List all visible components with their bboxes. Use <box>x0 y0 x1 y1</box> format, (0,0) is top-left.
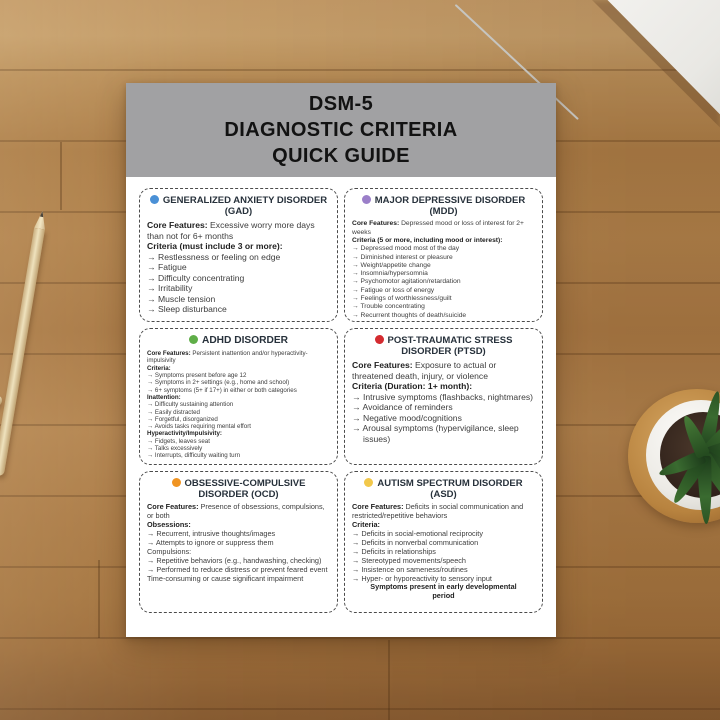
card-line: → Recurrent, intrusive thoughts/images <box>147 529 276 539</box>
card-title-row <box>147 478 330 500</box>
card-line: Compulsions: <box>147 546 192 556</box>
arrow-icon: → <box>147 452 155 460</box>
card-line: → Easily distracted <box>147 408 200 416</box>
disorder-dot-icon <box>362 195 371 204</box>
card-ptsd <box>344 328 543 465</box>
card-title: ADHD DISORDER <box>201 335 289 346</box>
page-title-line: QUICK GUIDE <box>272 145 410 167</box>
card-line: Core Features: Deficits in social communication and restricted/repetitive behaviors <box>352 502 524 521</box>
card-line: → Restlessness or feeling on edge <box>147 251 281 262</box>
card-line: → Deficits in social-emotional reciprocity <box>352 529 483 539</box>
pencil-tip <box>34 210 48 230</box>
card-line: Core Features: Depressed mood or loss of interest for 2+ weeks <box>352 220 524 236</box>
arrow-icon: → <box>147 401 155 409</box>
card-body <box>147 503 330 583</box>
card-title-row <box>352 195 535 217</box>
arrow-icon: → <box>352 391 363 402</box>
arrow-icon: → <box>352 270 361 278</box>
paper-sheet <box>126 83 556 637</box>
line-label: Core Features: <box>352 360 416 371</box>
card-line: → Repetitive behaviors (e.g., handwashing, checking) <box>147 555 322 565</box>
card-asd <box>344 471 543 613</box>
card-body <box>147 350 330 460</box>
card-line: → Intrusive symptoms (flashbacks, nightmares) <box>352 391 534 402</box>
card-line: → Sleep disturbance <box>147 304 227 315</box>
header-banner <box>126 83 556 177</box>
line-label: Core Features: <box>352 502 406 512</box>
card-line: Criteria (5 or more, including mood or interest): <box>352 237 503 244</box>
pencil-shaft <box>0 228 45 476</box>
arrow-icon: → <box>352 529 362 539</box>
card-line: → Diminished interest or pleasure <box>352 253 453 261</box>
card-line: → Feelings of worthlessness/guilt <box>352 295 452 303</box>
arrow-icon: → <box>147 371 155 379</box>
plank-seam <box>98 560 100 638</box>
arrow-icon: → <box>352 286 361 294</box>
line-label: Core Features: <box>147 220 211 231</box>
arrow-icon: → <box>147 283 158 294</box>
card-title-row <box>147 195 330 217</box>
card-adhd <box>139 328 338 465</box>
plank-seam <box>388 640 390 720</box>
card-line: → Deficits in relationships <box>352 546 436 556</box>
arrow-icon: → <box>352 555 362 565</box>
card-line: Core Features: Presence of obsessions, compulsions, or both <box>147 502 325 521</box>
arrow-icon: → <box>352 564 362 574</box>
arrow-icon: → <box>352 278 361 286</box>
card-line: → Performed to reduce distress or prevent feared event <box>147 564 328 574</box>
card-line: Criteria: <box>352 520 380 530</box>
arrow-icon: → <box>147 262 158 273</box>
card-line: → 6+ symptoms (5+ if 17+) in either or both categories <box>147 386 297 394</box>
arrow-icon: → <box>147 415 155 423</box>
arrow-icon: → <box>147 537 156 547</box>
card-line: → Recurrent thoughts of death/suicide <box>352 311 467 319</box>
card-body <box>352 220 535 320</box>
page-title-line: DIAGNOSTIC CRITERIA <box>224 119 458 141</box>
card-line: → Difficulty concentrating <box>147 272 245 283</box>
card-line: → Stereotyped movements/speech <box>352 555 466 565</box>
card-line: → Forgetful, disorganized <box>147 415 218 423</box>
card-line: → Avoidance of reminders <box>352 402 453 413</box>
card-line: → Negative mood/cognitions <box>352 412 462 423</box>
card-title-row <box>352 335 535 357</box>
card-line: Core Features: Exposure to actual or threatened death, injury, or violence <box>352 360 497 381</box>
arrow-icon: → <box>147 555 157 565</box>
arrow-icon: → <box>147 529 157 539</box>
arrow-icon: → <box>147 386 155 394</box>
card-line: Symptoms present in early developmental period <box>370 582 517 601</box>
card-title: MAJOR DEPRESSIVE DISORDER (MDD) <box>374 195 526 218</box>
page-title-line: DSM-5 <box>308 93 374 115</box>
card-line: Obsessions: <box>147 520 191 530</box>
card-mdd <box>344 188 543 322</box>
arrow-icon: → <box>352 261 361 269</box>
arrow-icon: → <box>147 437 155 445</box>
line-label: Core Features: <box>352 220 402 228</box>
arrow-icon: → <box>147 379 155 387</box>
card-line: → Symptoms present before age 12 <box>147 371 247 379</box>
card-title-row <box>352 478 535 500</box>
card-line: → Deficits in nonverbal communication <box>352 537 479 547</box>
plank-seam <box>60 142 62 210</box>
card-line: Hyperactivity/Impulsivity: <box>147 430 222 438</box>
card-line: → Arousal symptoms (hypervigilance, sleep issues) <box>352 423 519 444</box>
card-line: → Muscle tension <box>147 293 216 304</box>
line-label: Core Features: <box>147 350 193 358</box>
card-title: AUTISM SPECTRUM DISORDER (ASD) <box>377 478 523 501</box>
card-line: → Insomnia/hypersomnia <box>352 270 428 278</box>
card-body <box>147 220 330 314</box>
arrow-icon: → <box>147 408 155 416</box>
arrow-icon: → <box>352 311 361 319</box>
card-line: → Irritability <box>147 283 193 294</box>
card-line: Time-consuming or cause significant impairment <box>147 573 304 583</box>
card-body <box>352 360 535 444</box>
card-line: → Symptoms in 2+ settings (e.g., home and school) <box>147 379 290 387</box>
cards-grid <box>126 177 556 637</box>
card-line: → Fatigue <box>147 262 187 273</box>
disorder-dot-icon <box>375 335 384 344</box>
card-line: → Weight/appetite change <box>352 261 431 269</box>
arrow-icon: → <box>352 412 363 423</box>
card-line: → Talks excessively <box>147 445 203 453</box>
card-line: Criteria: <box>147 364 171 372</box>
card-body <box>352 503 535 601</box>
disorder-dot-icon <box>364 478 373 487</box>
arrow-icon: → <box>352 573 362 583</box>
card-title: GENERALIZED ANXIETY DISORDER (GAD) <box>162 195 328 218</box>
arrow-icon: → <box>352 295 361 303</box>
card-line: Core Features: Persistent inattention and/or hyperactivity-impulsivity <box>147 350 308 365</box>
card-line: → Hyper- or hyporeactivity to sensory input <box>352 573 492 583</box>
card-line: → Trouble concentrating <box>352 303 425 311</box>
card-title: OBSESSIVE-COMPULSIVE DISORDER (OCD) <box>184 478 306 501</box>
card-line: Core Features: Excessive worry more days than not for 6+ months <box>147 220 315 241</box>
card-ocd <box>139 471 338 613</box>
card-line: → Interrupts, difficulty waiting turn <box>147 452 241 460</box>
card-line: → Psychomotor agitation/retardation <box>352 278 461 286</box>
arrow-icon: → <box>147 293 158 304</box>
card-line: Inattention: <box>147 393 181 401</box>
card-gad <box>139 188 338 322</box>
card-title-row <box>147 335 330 347</box>
card-title: POST-TRAUMATIC STRESS DISORDER (PTSD) <box>387 335 513 358</box>
card-line: → Fatigue or loss of energy <box>352 286 435 294</box>
pencil <box>0 210 48 476</box>
card-line: → Avoids tasks requiring mental effort <box>147 423 251 431</box>
arrow-icon: → <box>352 245 361 253</box>
arrow-icon: → <box>352 303 361 311</box>
arrow-icon: → <box>147 304 158 315</box>
card-line: Criteria (must include 3 or more): <box>147 241 283 252</box>
disorder-dot-icon <box>172 478 181 487</box>
arrow-icon: → <box>352 537 362 547</box>
line-label: Core Features: <box>147 502 201 512</box>
card-line: → Fidgets, leaves seat <box>147 437 210 445</box>
disorder-dot-icon <box>150 195 159 204</box>
card-line: → Insistence on sameness/routines <box>352 564 468 574</box>
arrow-icon: → <box>147 272 158 283</box>
arrow-icon: → <box>147 251 158 262</box>
arrow-icon: → <box>352 402 363 413</box>
arrow-icon: → <box>147 423 155 431</box>
card-line: → Attempts to ignore or suppress them <box>147 537 274 547</box>
arrow-icon: → <box>352 546 362 556</box>
arrow-icon: → <box>352 423 363 434</box>
card-line: → Difficulty sustaining attention <box>147 401 234 409</box>
card-line: Criteria (Duration: 1+ month): <box>352 381 473 392</box>
arrow-icon: → <box>147 564 157 574</box>
arrow-icon: → <box>352 253 361 261</box>
laptop-corner <box>570 0 720 130</box>
disorder-dot-icon <box>189 335 198 344</box>
arrow-icon: → <box>147 445 155 453</box>
card-line: → Depressed mood most of the day <box>352 245 460 253</box>
